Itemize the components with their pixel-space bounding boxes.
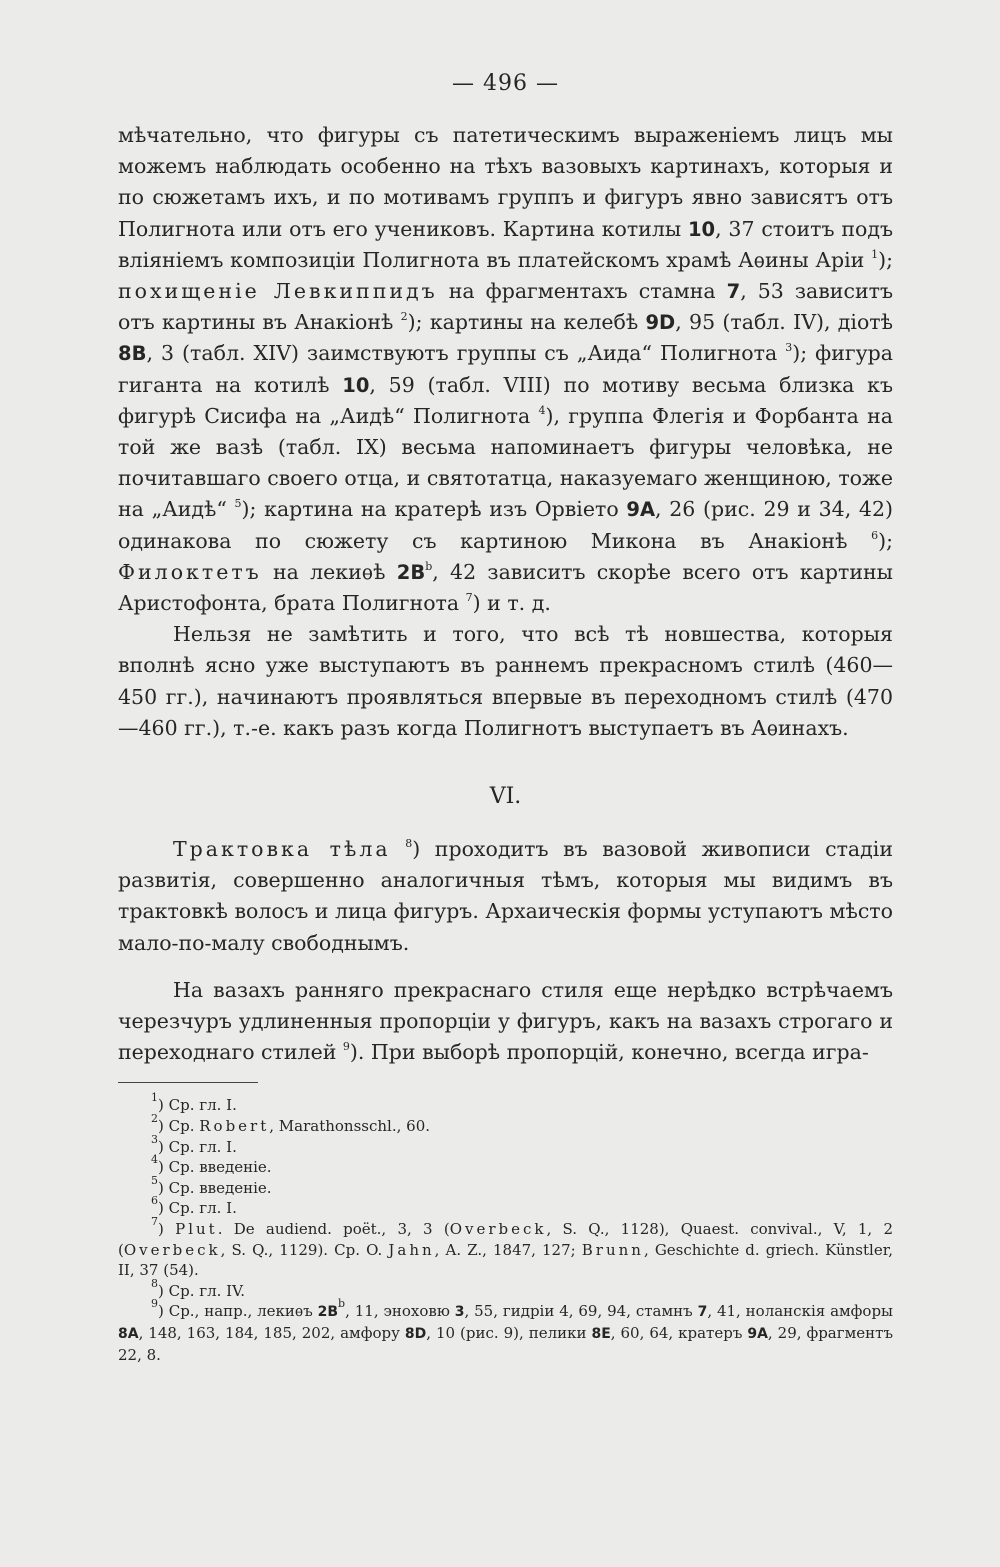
vase-ref: 2B	[396, 560, 426, 584]
vase-ref: 2B	[317, 1304, 339, 1321]
footnote-mark: 6	[871, 528, 879, 542]
vase-ref: 7	[726, 280, 741, 304]
vase-ref: 9D	[645, 311, 676, 335]
spaced-emphasis: похищеніе Левкиппидъ	[118, 279, 438, 304]
footnote-rule	[118, 1082, 258, 1083]
footnote-1: $^1$) Ср. гл. I.	[151, 1091, 237, 1115]
spaced-emphasis: Трактовка тѣла	[173, 837, 391, 862]
paragraph-4: На вазахъ ранняго прекраснаго стиля еще нерѣдко встрѣчаемъ черезчуръ удлиненныя пропорціи у фигуръ, какъ на вазахъ строгаго и переходнаго стилей $^9$). При выборѣ пропорцій, конечно, всегда игра-	[118, 977, 893, 1065]
footnote-9: $^9$) Ср., напр., лекиѳъ $2B^b$, 11, эноховю 3, 55, гидріи 4, 69, 94, стамнъ 7, 41, ноланскія амфоры 8A, 148, 163, 184, 185, 202, амфору 8D, 10 (рис. 9), пелики 8E, 60, 64, кратеръ 9A, 29, фрагментъ 22, 8.	[118, 1297, 893, 1364]
author-name: Brunn	[581, 1240, 644, 1259]
footnote-mark: 8	[405, 837, 413, 851]
vase-ref: 9A	[626, 498, 656, 522]
vase-ref: 3	[454, 1304, 465, 1321]
author-name: Overbeck	[449, 1220, 547, 1239]
vase-ref: 8A	[118, 1326, 139, 1343]
author-name: Robert	[199, 1117, 270, 1136]
footnote-5: $^5$) Ср. введеніе.	[151, 1173, 272, 1197]
vase-ref: 8E	[591, 1326, 611, 1343]
superscript: b	[425, 559, 433, 573]
footnote-mark: 1	[871, 247, 879, 261]
section-heading: VI.	[489, 784, 522, 810]
author-name: Plut	[175, 1220, 218, 1239]
footnote-6: $^6$) Ср. гл. I.	[151, 1194, 237, 1218]
footnotes	[118, 1091, 893, 1365]
footnote-7: $^7$) Plut. De audiend. poët., 3, 3 (Overbeck, S. Q., 1128), Quaest. convival., V, 1, 2 (Overbeck, S. Q., 1129). Ср. O. Jahn, A. Z., 1847, 127; Brunn, Geschichte d. griech. Künstler, II, 37 (54).	[118, 1215, 893, 1280]
footnote-mark: 7	[465, 591, 473, 605]
vase-ref: 10	[687, 217, 716, 241]
footnote-4: $^4$) Ср. введеніе.	[151, 1153, 272, 1177]
footnote-2: $^2$) Ср. Robert, Marathonsschl., 60.	[151, 1112, 431, 1136]
paragraph-gap	[118, 959, 893, 975]
vase-ref: 7	[697, 1304, 708, 1321]
footnote-8: $^8$) Ср. гл. IV.	[151, 1276, 246, 1300]
vase-ref: 8B	[118, 342, 147, 366]
vase-ref: 10	[342, 373, 370, 397]
author-name: Overbeck	[123, 1240, 221, 1259]
footnote-3: $^3$) Ср. гл. I.	[151, 1132, 237, 1156]
paragraph-1: мѣчательно, что фигуры съ патетическимъ выраженіемъ лицъ мы можемъ наблюдать особенно на тѣхъ вазовыхъ картинахъ, которыя и по сюжетамъ ихъ, и по мотивамъ группъ и фигуръ явно зависятъ отъ Полигнота или отъ его учениковъ. Картина котилы 10, 37 стоитъ подъ вліяніемъ композиціи Полигнота въ платейскомъ храмѣ Аѳины Аріи $^1$); похищеніе Левкиппидъ на фрагментахъ стамна 7, 53 зависитъ отъ картины въ Анакіонѣ $^2$); картины на келебѣ 9D, 95 (табл. IV), діотѣ 8B, 3 (табл. XIV) заимствуютъ группы съ „Аида“ Полигнота $^3$); фигура гиганта на котилѣ 10, 59 (табл. VIII) по мотиву весьма близка къ фигурѣ Сисифа на „Аидѣ“ Полигнота $^4$), группа Флегія и Форбанта на той же вазѣ (табл. IX) весьма напоминаетъ фигуры человѣка, не почитавшаго своего отца, и святотатца, наказуемаго женщиною, тоже на „Аидѣ“ $^5$); картина на кратерѣ изъ Орвіето 9A, 26 (рис. 29 и 34, 42) одинакова по сюжету съ картиною Микона въ Анакіонѣ $^6$); Филоктетъ на лекиѳѣ $2B^b$, 42 зависитъ скорѣе всего отъ картины Аристофонта, брата Полигнота $^7$) и т. д.	[118, 123, 894, 616]
spaced-emphasis: Филоктетъ	[118, 559, 262, 584]
footnote-mark: 3	[785, 341, 793, 355]
footnote-mark: 4	[538, 403, 546, 417]
author-name: Jahn	[388, 1240, 435, 1259]
paragraph-2: Нельзя не замѣтить и того, что всѣ тѣ новшества, которыя вполнѣ ясно уже выступаютъ въ раннемъ прекрасномъ стилѣ (460—450 гг.), начинаютъ проявляться впервые въ переходномъ стилѣ (470—460 гг.), т.-е. какъ разъ когда Полигнотъ выступаетъ въ Аѳинахъ.	[118, 622, 893, 740]
paragraph-3: Трактовка тѣла $^8$) проходитъ въ вазовой живописи стадіи развитія, совершенно аналогичныя тѣмъ, которыя мы видимъ въ трактовкѣ волосъ и лица фигуръ. Архаическія формы уступаютъ мѣсто мало-по-малу свободнымъ.	[118, 837, 893, 955]
footnote-mark: 9	[342, 1040, 350, 1054]
document-page	[118, 70, 893, 1365]
footnote-mark: 5	[234, 497, 242, 511]
vase-ref: 8D	[404, 1326, 427, 1343]
page-number: — 496 —	[452, 71, 559, 96]
vase-ref: 9A	[747, 1326, 768, 1343]
footnote-mark: 2	[400, 310, 408, 324]
